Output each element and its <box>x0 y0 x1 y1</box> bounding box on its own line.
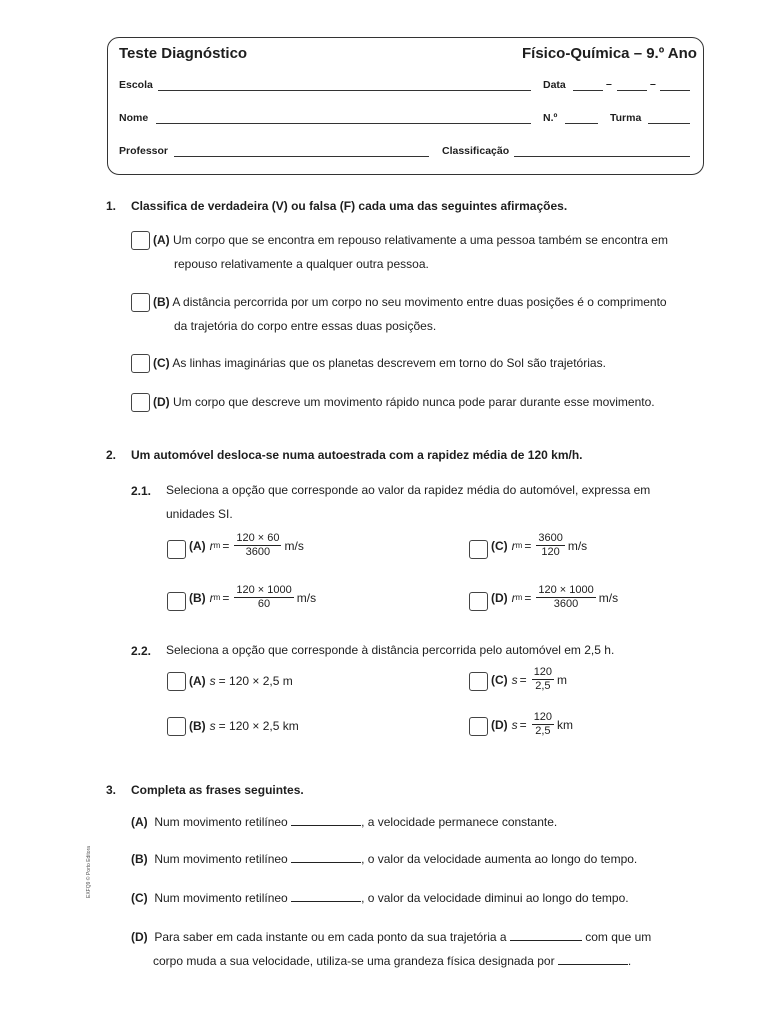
nome-label: Nome <box>119 112 149 124</box>
q2-1-d-var: r <box>511 590 516 605</box>
q2-2-c-eq: = <box>519 672 527 687</box>
q2-1-c-sub: m <box>515 541 523 550</box>
escola-field[interactable] <box>158 90 531 91</box>
q2-2-c-unit: m <box>557 672 568 687</box>
q3-a-blank[interactable] <box>291 813 361 826</box>
q3-c-blank[interactable] <box>291 889 361 902</box>
q2-2-b-var: s <box>209 719 216 733</box>
q2-1-b-num: 120 × 1000 <box>236 584 292 596</box>
q3-d-blank-1[interactable] <box>510 928 582 941</box>
q2-2-c-fraction <box>532 666 554 693</box>
q1-number: 1. <box>106 199 117 213</box>
q2-2-b-label: (B) <box>189 719 206 733</box>
q2-2-d-unit: km <box>557 717 574 732</box>
q2-2-c-var: s <box>511 672 518 687</box>
q1-a-line1 <box>153 228 668 253</box>
q2-1-d-option <box>491 584 618 611</box>
q2-1-c-checkbox[interactable] <box>469 540 488 559</box>
q2-1-line1: Seleciona a opção que corresponde ao valor da rapidez média do automóvel, expressa em <box>166 483 651 497</box>
q2-2-b-option <box>189 719 299 733</box>
q2-1-d-den: 3600 <box>553 598 579 610</box>
q2-number: 2. <box>106 448 117 462</box>
q2-2-c-den: 2,5 <box>535 680 551 692</box>
q3-a-line <box>131 810 557 835</box>
q2-1-c-option <box>491 532 587 559</box>
data-month-field[interactable] <box>617 90 647 91</box>
q2-1-b-label: (B) <box>189 590 206 605</box>
q2-1-b-option <box>189 584 316 611</box>
q2-2-d-fraction <box>532 711 554 738</box>
data-sep-1: – <box>606 78 612 90</box>
q2-2-d-num: 120 <box>533 711 553 723</box>
q3-b-pre: Num movimento retilíneo <box>154 852 288 866</box>
nome-field[interactable] <box>156 123 531 124</box>
q3-c-label: (C) <box>131 891 148 905</box>
q3-c-line <box>131 886 629 911</box>
professor-field[interactable] <box>174 156 429 157</box>
q1-d-checkbox[interactable] <box>131 393 150 412</box>
q2-2-d-checkbox[interactable] <box>469 717 488 736</box>
q2-2-d-den: 2,5 <box>535 725 551 737</box>
classificacao-field[interactable] <box>514 156 690 157</box>
q2-1-c-unit: m/s <box>567 538 588 553</box>
q2-1-c-num: 3600 <box>538 532 563 544</box>
q2-2-number: 2.2. <box>131 644 152 658</box>
q2-1-a-num: 120 × 60 <box>236 532 280 544</box>
subject-title: Físico-Química – 9.º Ano <box>522 45 697 62</box>
q3-d-blank-2[interactable] <box>558 952 628 965</box>
q2-1-c-fraction <box>536 532 564 559</box>
q3-d-pre: Para saber em cada instante ou em cada ponto da sua trajetória a <box>154 930 507 944</box>
q2-2-c-label: (C) <box>491 672 508 687</box>
turma-label: Turma <box>610 112 642 124</box>
q2-1-a-fraction <box>234 532 281 559</box>
q3-b-post: , o valor da velocidade aumenta ao longo do tempo. <box>361 852 638 866</box>
q3-a-post: , a velocidade permanece constante. <box>361 815 558 829</box>
test-title: Teste Diagnóstico <box>119 45 248 62</box>
q2-1-a-checkbox[interactable] <box>167 540 186 559</box>
q2-2-d-eq: = <box>519 717 527 732</box>
q2-2-d-option <box>491 711 573 738</box>
q2-1-c-eq: = <box>524 538 532 553</box>
q2-1-a-option <box>189 532 304 559</box>
q2-1-d-fraction <box>536 584 595 611</box>
q2-2-a-expr: = 120 × 2,5 m <box>218 674 293 688</box>
q1-d-label: (D) <box>153 395 170 409</box>
q1-c-label: (C) <box>153 356 170 370</box>
escola-label: Escola <box>119 79 153 91</box>
q1-d-text: Um corpo que descreve um movimento rápido nunca pode parar durante esse movimento. <box>173 395 655 409</box>
q3-text: Completa as frases seguintes. <box>131 783 304 797</box>
q2-2-a-var: s <box>209 674 216 688</box>
q2-1-b-sub: m <box>213 593 221 602</box>
q2-1-c-label: (C) <box>491 538 508 553</box>
q2-1-d-sub: m <box>515 593 523 602</box>
q1-a-label: (A) <box>153 233 170 247</box>
q2-1-b-checkbox[interactable] <box>167 592 186 611</box>
q2-1-a-label: (A) <box>189 538 206 553</box>
q2-1-d-label: (D) <box>491 590 508 605</box>
q3-d-label: (D) <box>131 930 148 944</box>
q1-c-text: As linhas imaginárias que os planetas descrevem em torno do Sol são trajetórias. <box>172 356 606 370</box>
q3-b-line <box>131 847 637 872</box>
q2-1-d-checkbox[interactable] <box>469 592 488 611</box>
q1-b-line2: da trajetória do corpo entre essas duas posições. <box>174 319 437 333</box>
q2-2-c-num: 120 <box>533 666 553 678</box>
q2-1-a-sub: m <box>213 541 221 550</box>
q2-1-a-eq: = <box>222 538 230 553</box>
q1-a-checkbox[interactable] <box>131 231 150 250</box>
q2-2-a-label: (A) <box>189 674 206 688</box>
q2-1-a-den: 3600 <box>245 546 271 558</box>
q2-1-d-num: 120 × 1000 <box>538 584 594 596</box>
numero-label: N.º <box>543 112 558 124</box>
data-year-field[interactable] <box>660 90 690 91</box>
q1-a-text: Um corpo que se encontra em repouso relativamente a uma pessoa também se encontra em <box>173 233 668 247</box>
data-day-field[interactable] <box>573 90 603 91</box>
numero-field[interactable] <box>565 123 598 124</box>
q3-a-label: (A) <box>131 815 148 829</box>
q1-c-line1 <box>153 351 606 376</box>
q3-d-line2-pre: corpo muda a sua velocidade, utiliza-se uma grandeza física designada por <box>153 954 555 968</box>
q2-2-c-option <box>491 666 567 693</box>
turma-field[interactable] <box>648 123 690 124</box>
q3-d-line1 <box>131 925 651 950</box>
q2-1-a-unit: m/s <box>284 538 304 553</box>
q2-1-b-eq: = <box>222 590 230 605</box>
q2-2-b-expr: = 120 × 2,5 km <box>218 719 299 733</box>
q3-d-line2-post: . <box>627 954 632 968</box>
q3-b-blank[interactable] <box>291 850 361 863</box>
q2-1-b-var: r <box>209 590 214 605</box>
q2-2-d-var: s <box>511 717 518 732</box>
q1-a-line2: repouso relativamente a qualquer outra pessoa. <box>174 257 429 271</box>
q1-c-checkbox[interactable] <box>131 354 150 373</box>
data-label: Data <box>543 79 566 91</box>
q2-2-a-checkbox[interactable] <box>167 672 186 691</box>
q3-number: 3. <box>106 783 117 797</box>
q2-1-c-den: 120 <box>541 546 560 558</box>
q2-2-line1: Seleciona a opção que corresponde à distância percorrida pelo automóvel em 2,5 h. <box>166 643 615 657</box>
q1-b-checkbox[interactable] <box>131 293 150 312</box>
q3-d-line2 <box>153 949 631 974</box>
q1-b-label: (B) <box>153 295 170 309</box>
q1-b-text: A distância percorrida por um corpo no seu movimento entre duas posições é o comprimento <box>172 295 667 309</box>
q3-a-pre: Num movimento retilíneo <box>154 815 288 829</box>
professor-label: Professor <box>119 145 169 157</box>
q2-1-b-den: 60 <box>257 598 271 610</box>
q3-c-post: , o valor da velocidade diminui ao longo do tempo. <box>361 891 629 905</box>
q2-2-c-checkbox[interactable] <box>469 672 488 691</box>
q2-1-a-var: r <box>209 538 214 553</box>
q2-1-c-var: r <box>511 538 516 553</box>
q2-2-a-option <box>189 674 293 688</box>
q2-1-line2: unidades SI. <box>166 507 233 521</box>
q1-text: Classifica de verdadeira (V) ou falsa (F) cada uma das seguintes afirmações. <box>131 199 568 213</box>
data-sep-2: – <box>650 78 656 90</box>
q1-b-line1 <box>153 290 667 315</box>
q2-1-b-fraction <box>234 584 293 611</box>
q1-d-line1 <box>153 390 655 415</box>
q2-1-b-unit: m/s <box>296 590 317 605</box>
q3-c-pre: Num movimento retilíneo <box>154 891 288 905</box>
copyright-note: EXFQ9 © Porto Editora <box>86 845 92 898</box>
q2-1-d-unit: m/s <box>598 590 619 605</box>
classificacao-label: Classificação <box>442 145 510 157</box>
q2-2-b-checkbox[interactable] <box>167 717 186 736</box>
q2-2-d-label: (D) <box>491 717 508 732</box>
q3-b-label: (B) <box>131 852 148 866</box>
q2-text: Um automóvel desloca-se numa autoestrada com a rapidez média de 120 km/h. <box>131 448 583 462</box>
q3-d-post: com que um <box>585 930 652 944</box>
q2-1-number: 2.1. <box>131 484 152 498</box>
q2-1-d-eq: = <box>524 590 532 605</box>
